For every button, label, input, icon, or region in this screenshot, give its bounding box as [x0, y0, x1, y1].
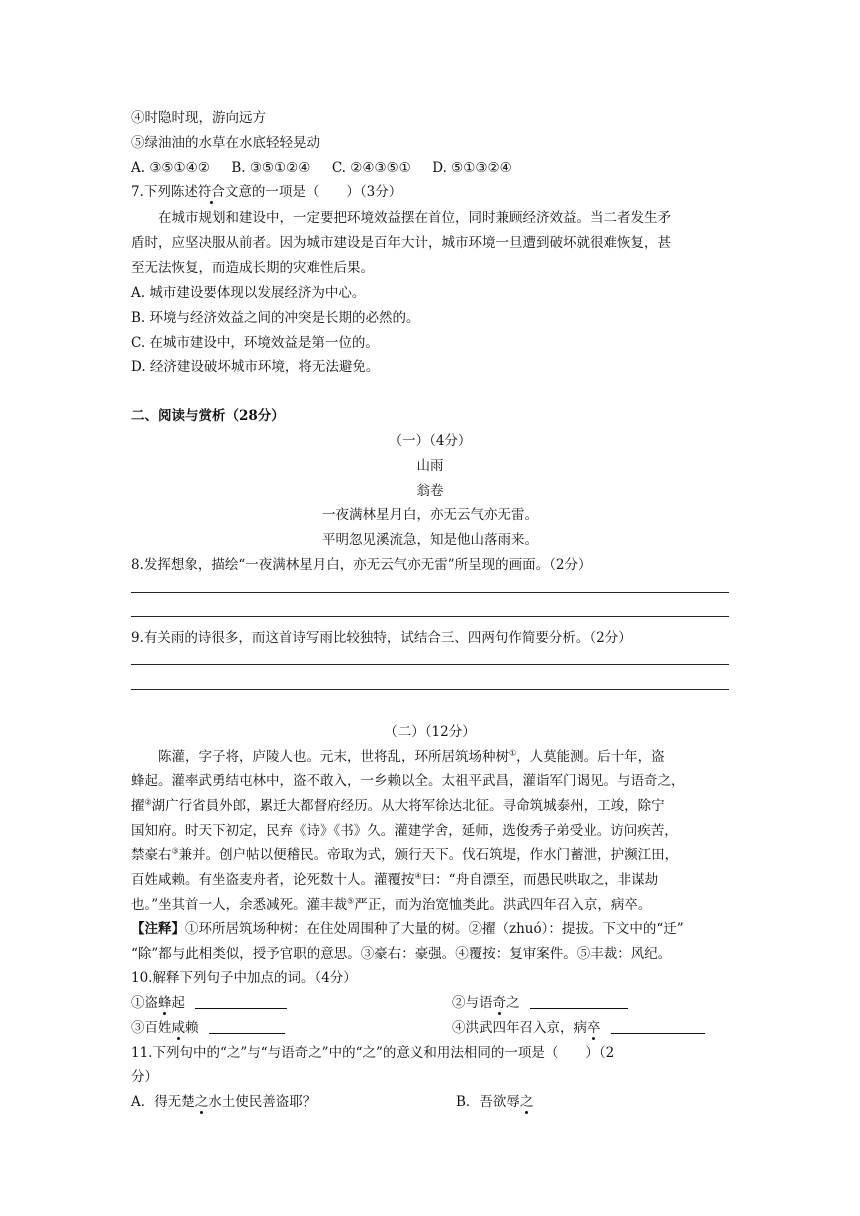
q11-stem: 11.下列句中的“之”与“与语奇之”中的“之”的意义和用法相同的一项是（ ）（2	[131, 1045, 615, 1061]
q6-option-a: A. ③⑤①④②	[131, 160, 210, 176]
q7-option-b: B. 环境与经济效益之间的冲突是长期的必然的。	[131, 310, 420, 326]
answer-blank[interactable]	[195, 994, 287, 1009]
passage-line: 蜂起。灌率武勇结屯林中，盗不敢入，一乡赖以全。太祖平武昌，灌诣军门谒见。与语奇之，	[131, 773, 685, 789]
answer-line	[131, 689, 729, 690]
annotation-line: 【注释】①环所居筑场种树：在住处周围种了大量的树。②擢（zhuó）：提拔。下文中的“迁”	[131, 921, 684, 937]
q9-stem: 9.有关雨的诗很多，而这首诗写雨比较独特，试结合三、四两句作简要分析。（2分）	[131, 630, 632, 646]
q7-option-d: D. 经济建设破坏城市环境，将无法避免。	[131, 359, 380, 375]
part-two-title: （二）（12分）	[384, 724, 476, 740]
q10-item-4: ④洪武四年召入京，病卒	[452, 1018, 705, 1038]
q7-passage-line: 至无法恢复，而造成长期的灾难性后果。	[131, 260, 374, 276]
answer-line	[131, 664, 729, 665]
q6-option-d: D. ⑤①③②④	[432, 160, 512, 176]
passage-line: 也。”坐其首一人，余悉减死。灌丰裁⑤严正，而为治宽恤类此。洪武四年召入京，病卒。	[131, 896, 652, 913]
poem-title: 山雨	[416, 458, 444, 474]
q7-passage-line: 在城市规划和建设中，一定要把环境效益摆在首位，同时兼顾经济效益。当二者发生矛	[158, 210, 671, 226]
passage-line: 国知府。时天下初定，民弃《诗》《书》久。灌建学舍，延师，选俊秀子弟受业。访问疾苦，	[131, 823, 678, 839]
q11-option-b: B．吾欲辱之	[456, 1094, 534, 1110]
q10-item-3: ③百姓咸赖	[131, 1018, 285, 1038]
passage-line: 禁豪右③兼并。创户帖以便稽民。帝取为式，颁行天下。伐石筑堤，作水门蓄泄，护濒江田，	[131, 846, 679, 863]
q6-item-5: ⑤绿油油的水草在水底轻轻晃动	[131, 135, 320, 151]
answer-line	[131, 592, 729, 593]
q6-option-b: B. ③⑤①②④	[231, 160, 311, 176]
annotation-line: “除”都与此相类似，授予官职的意思。③豪右：豪强。④覆按：复审案件。⑤丰裁：风纪。	[131, 946, 672, 962]
poem-author: 翁卷	[416, 483, 444, 499]
answer-blank[interactable]	[209, 1019, 285, 1034]
q10-stem: 10.解释下列句子中加点的词。（4分）	[131, 970, 357, 986]
passage-line: 百姓咸赖。有坐盗麦舟者，论死数十人。灌覆按④曰：“舟自漂至，而愚民哄取之，非谋劫	[131, 871, 659, 888]
q7-option-c: C. 在城市建设中，环境效益是第一位的。	[131, 335, 379, 351]
passage-line: 擢②湖广行省員外郎，累迁大都督府经历。从大将军徐达北征。寻命筑城泰州，工竣，除宁	[131, 797, 665, 814]
q7-passage-line: 盾时，应坚决服从前者。因为城市建设是百年大计，城市环境一旦遭到破坏就很难恢复，甚	[131, 235, 671, 251]
q6-options	[131, 158, 512, 178]
q6-option-c: C. ②④③⑤①	[331, 160, 411, 176]
q10-item-1: ①盗蜂起	[131, 993, 287, 1013]
answer-blank[interactable]	[530, 994, 628, 1009]
section-heading: 二、阅读与赏析（28分）	[131, 408, 285, 424]
dotted-word: 符合	[197, 184, 225, 200]
answer-line	[131, 616, 729, 617]
part-one-title: （一）（4分）	[388, 433, 472, 449]
q10-item-2: ②与语奇之	[452, 993, 628, 1013]
q7-option-a: A. 城市建设要体现以发展经济为中心。	[131, 285, 366, 301]
q7-stem: 7.下列陈述符合文意的一项是（ ）（3分）	[131, 184, 403, 200]
answer-blank[interactable]	[611, 1019, 705, 1034]
annotation-label: 【注释】	[131, 921, 185, 937]
q11-stem-cont: 分）	[131, 1069, 158, 1085]
q6-item-4: ④时隐时现，游向远方	[131, 110, 266, 126]
q11-option-a: A．得无楚之水土使民善盗耶？	[131, 1094, 317, 1110]
passage-line: 陈灌，字子将，庐陵人也。元末，世将乱，环所居筑场种树①，人莫能测。后十年，盗	[158, 748, 665, 765]
q8-stem: 8.发挥想象，描绘“一夜满林星月白，亦无云气亦无雷”所呈现的画面。（2分）	[131, 557, 592, 573]
poem-line: 平明忽见溪流急，知是他山落雨来。	[322, 532, 538, 548]
poem-line: 一夜满林星月白，亦无云气亦无雷。	[322, 507, 538, 523]
